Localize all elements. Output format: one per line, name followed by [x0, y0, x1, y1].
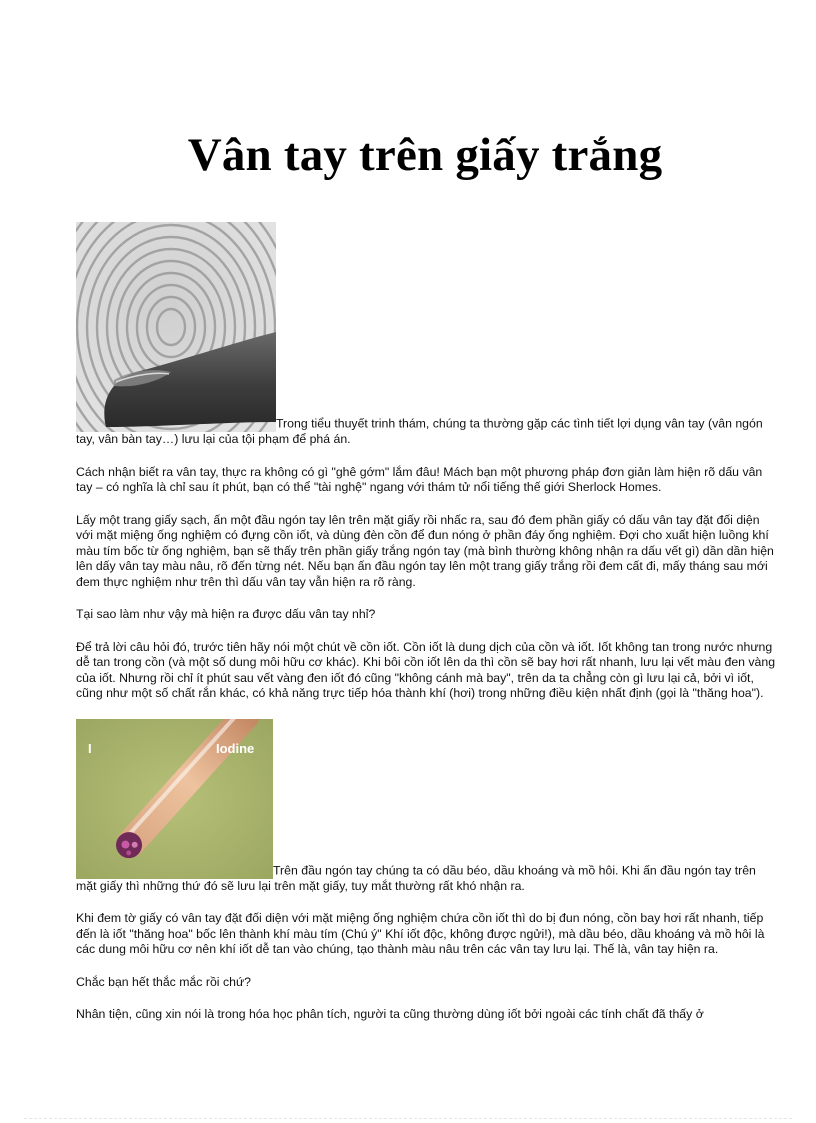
fingerprint-image	[76, 222, 276, 432]
page-title: Vân tay trên giấy trắng	[187, 129, 663, 181]
page-bottom-rule	[24, 1118, 792, 1119]
article-body	[76, 222, 776, 1040]
paragraph-5: Để trả lời câu hỏi đó, trước tiên hãy nói một chút về cồn iốt. Cồn iốt là dung dịch của cồn và iốt. Iốt không tan trong nước nhưng dễ tan trong cồn (và một số dung môi hữu cơ khác). Khi bôi cồn iốt lên da thì cồn sẽ bay hơi rất nhanh, lưu lại vết màu đen vàng của iốt. Nhưng rồi chỉ ít phút sau vết vàng đen iốt đó cũng "không cánh mà bay", trên da ta chẳng còn gì lưu lại cả, bởi vì iốt, cũng như một số chất rắn khác, có khả năng trực tiếp hóa thành khí (hơi) trong những điều kiện nhất định (gọi là "thăng hoa").	[76, 639, 776, 700]
paragraph-9: Nhân tiện, cũng xin nói là trong hóa học phân tích, người ta cũng thường dùng iốt bởi ngoài các tính chất đã thấy ở	[76, 1007, 704, 1021]
paragraph-3: Lấy một trang giấy sạch, ấn một đầu ngón tay lên trên mặt giấy rồi nhấc ra, sau đó đem phần giấy có dấu vân tay đặt đối diện với mặt miệng ống nghiệm có đựng cồn iốt, và dùng đèn cồn để đun nóng ở phần đáy ống nghiệm. Đợi cho xuất hiện luồng khí màu tím bốc từ ống nghiệm, bạn sẽ thấy trên phần giấy trắng ngón tay (mà bình thường không nhận ra dấu vết gì) dần dần hiện lên dấy vân tay màu nâu, rõ đến từng nét. Nếu bạn ấn đầu ngón tay lên một trang giấy trắng rồi đem cất đi, mấy tháng sau mới đem thực nghiệm như trên thì dấu vân tay vẫn hiện ra rõ ràng.	[76, 512, 774, 589]
tube-label-left: I	[88, 740, 92, 756]
paragraph-7: Khi đem tờ giấy có vân tay đặt đối diện với mặt miệng ống nghiệm chứa cồn iốt thì do bị đun nóng, cồn bay hơi rất nhanh, tiếp đến là iốt "thăng hoa" bốc lên thành khí màu tím (Chú ý" Khí iốt độc, không được ngửi!), mà dầu béo, dầu khoáng và mồ hôi là các dung môi hữu cơ nên khí iốt dễ tan vào chúng, tạo thành màu nâu trên các vân tay lưu lại. Thế là, vân tay hiện ra.	[76, 911, 765, 956]
paragraph-6-text: Trên đầu ngón tay chúng ta có dầu béo, dầu khoáng và mồ hôi. Khi ấn đầu ngón tay trên mặt giấy thì những thứ đó sẽ lưu lại trên mặt giấy, tuy mắt thường rất khó nhận ra.	[76, 863, 756, 893]
paragraph-6	[76, 719, 776, 895]
paragraph-1-text: Trong tiểu thuyết trinh thám, chúng ta thường gặp các tình tiết lợi dụng vân tay (vân ngón tay, vân bàn tay…) lưu lại của tội phạm để phá án.	[76, 416, 763, 446]
tube-label-right: Iodine	[216, 740, 255, 756]
paragraph-2: Cách nhận biết ra vân tay, thực ra không có gì "ghê gớm" lắm đâu! Mách bạn một phương pháp đơn giản làm hiện rõ dấu vân tay – có nghĩa là chỉ sau ít phút, bạn có thể "tài nghệ" ngang với thám tử nổi tiếng thế giới Sherlock Homes.	[76, 464, 763, 494]
paragraph-4: Tại sao làm như vậy mà hiện ra được dấu vân tay nhỉ?	[76, 607, 376, 621]
paragraph-1	[76, 222, 776, 448]
paragraph-8: Chắc bạn hết thắc mắc rồi chứ?	[76, 974, 252, 989]
iodine-tube-image	[76, 719, 273, 879]
